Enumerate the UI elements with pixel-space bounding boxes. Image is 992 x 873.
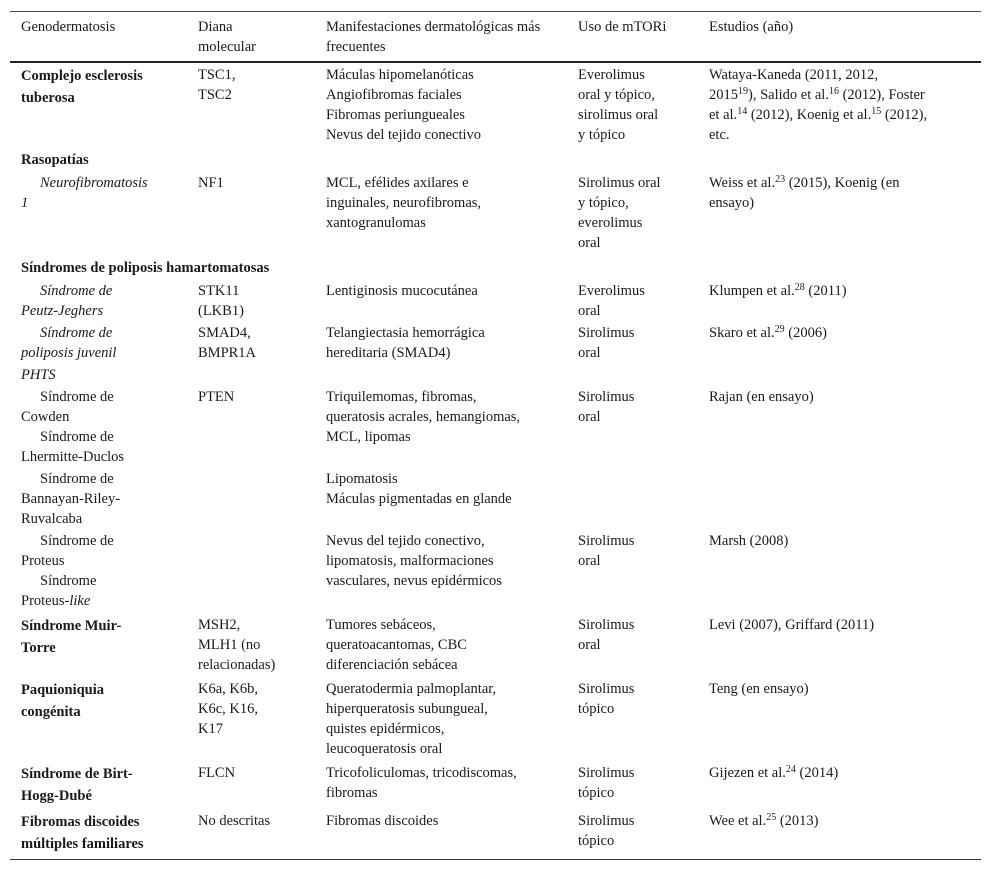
row-name-line2: múltiples familiares [21, 836, 144, 852]
row-name-line1: Neurofibromatosis [40, 175, 148, 191]
manifest-line3: MCL, lipomas [326, 429, 411, 445]
proteus-like-line1: Síndrome [40, 573, 97, 589]
studies: Rajan (en ensayo) [709, 389, 814, 405]
manifest: Lentiginosis mucocutánea [326, 283, 478, 299]
target-line2: BMPR1A [198, 345, 257, 361]
target-line1: SMAD4, [198, 325, 251, 341]
studies: Teng (en ensayo) [709, 681, 809, 697]
proteus-studies: Marsh (2008) [709, 533, 789, 549]
mtori-line1: Everolimus [578, 283, 645, 299]
studies: Wee et al.$^{25}$ (2013) [709, 812, 819, 829]
proteus-line1: Síndrome de [40, 533, 114, 549]
lhermitte-line2: Lhermitte-Duclos [21, 449, 125, 465]
cowden-line1: Síndrome de [40, 389, 114, 405]
mtori-line1: Sirolimus [578, 617, 635, 633]
proteus-manifest-line2: lipomatosis, malformaciones [326, 553, 494, 569]
mtori-line1: Sirolimus [578, 765, 635, 781]
bannayan-line3: Ruvalcaba [21, 511, 83, 527]
header-manifest-line2: frecuentes [326, 39, 386, 55]
mtori-line2: oral [578, 637, 601, 653]
manifest-line3: quistes epidérmicos, [326, 721, 445, 737]
bannayan-line1: Síndrome de [40, 471, 114, 487]
proteus-like-line2: Proteus-like [21, 593, 91, 609]
studies: Klumpen et al.$^{28}$ (2011) [709, 282, 847, 299]
target: FLCN [198, 765, 236, 781]
proteus-mtori-line1: Sirolimus [578, 533, 635, 549]
manifest-line1: MCL, efélides axilares e [326, 175, 469, 191]
proteus-manifest-line1: Nevus del tejido conectivo, [326, 533, 485, 549]
bannayan-manifest-line2: Máculas pigmentadas en glande [326, 491, 512, 507]
mtori-line1: Sirolimus [578, 681, 635, 697]
mtori-line4: oral [578, 235, 601, 251]
header-genodermatosis: Genodermatosis [21, 19, 116, 35]
mtori-line1: Everolimus [578, 67, 645, 83]
manifest-line1: Triquilemomas, fibromas, [326, 389, 477, 405]
lhermitte-line1: Síndrome de [40, 429, 114, 445]
row-name-line2: poliposis juvenil [21, 345, 117, 361]
proteus-mtori-line2: oral [578, 553, 601, 569]
section-phts: PHTS [21, 367, 56, 383]
manifest-line1: Máculas hipomelanóticas [326, 67, 474, 83]
studies: Skaro et al.$^{29}$ (2006) [709, 324, 827, 341]
mtori-line1: Sirolimus oral [578, 175, 661, 191]
row-name-line1: Síndrome de [40, 325, 113, 341]
studies-line2: ensayo) [709, 195, 755, 211]
target-line3: relacionadas) [198, 657, 276, 673]
manifest-line1: Tricofoliculomas, tricodiscomas, [326, 765, 517, 781]
mtori-line2: tópico [578, 785, 615, 801]
mtori-line2: oral [578, 409, 601, 425]
manifest-line3: Fibromas periungueales [326, 107, 465, 123]
mtori-line1: Sirolimus [578, 389, 635, 405]
row-name-line1: Síndrome de [40, 283, 113, 299]
row-name-line2: Hogg-Dubé [21, 788, 92, 804]
mtori-line4: y tópico [578, 127, 626, 143]
mtori-line2: oral [578, 345, 601, 361]
row-name-line1: Paquioniquia [21, 682, 105, 698]
manifest-line4: leucoqueratosis oral [326, 741, 443, 757]
row-name-line2: Torre [21, 640, 56, 656]
manifest-line2: fibromas [326, 785, 378, 801]
header-target-line2: molecular [198, 39, 256, 55]
target-line1: K6a, K6b, [198, 681, 259, 697]
bannayan-manifest-line1: Lipomatosis [326, 471, 398, 487]
studies-line1: Weiss et al.$^{23}$ (2015), Koenig (en [709, 174, 900, 191]
mtori-line2: tópico [578, 833, 615, 849]
manifest-line1: Queratodermia palmoplantar, [326, 681, 497, 697]
manifest-line1: Telangiectasia hemorrágica [326, 325, 485, 341]
cowden-line2: Cowden [21, 409, 70, 425]
row-name-line2: tuberosa [21, 90, 75, 106]
target: NF1 [198, 175, 224, 191]
manifest-line2: queratoacantomas, CBC [326, 637, 467, 653]
target-line1: TSC1, [198, 67, 236, 83]
header-mtori: Uso de mTORi [578, 19, 667, 35]
manifest-line2: queratosis acrales, hemangiomas, [326, 409, 521, 425]
studies-line1: Wataya-Kaneda (2011, 2012, [709, 67, 879, 83]
table-header-rule [10, 61, 981, 63]
header-manifest-line1: Manifestaciones dermatológicas más [326, 19, 541, 35]
target-line2: (LKB1) [198, 303, 244, 319]
target-line2: MLH1 (no [198, 637, 261, 653]
manifest-line2: Angiofibromas faciales [326, 87, 462, 103]
row-name-line1: Síndrome Muir- [21, 618, 122, 634]
mtori-line2: oral [578, 303, 601, 319]
table-top-rule [10, 11, 981, 12]
section-rasopatias: Rasopatías [21, 152, 89, 168]
mtori-line2: tópico [578, 701, 615, 717]
row-name-line2: Peutz-Jeghers [21, 303, 104, 319]
row-name-line1: Síndrome de Birt- [21, 766, 133, 782]
proteus-manifest-line3: vasculares, nevus epidérmicos [326, 573, 502, 589]
studies-line4: etc. [709, 127, 730, 143]
manifest-line3: diferenciación sebácea [326, 657, 458, 673]
manifest-line2: hereditaria (SMAD4) [326, 345, 451, 361]
mtori-line1: Sirolimus [578, 813, 635, 829]
manifest: Fibromas discoides [326, 813, 439, 829]
studies: Levi (2007), Griffard (2011) [709, 617, 875, 633]
target: No descritas [198, 813, 271, 829]
target-line3: K17 [198, 721, 223, 737]
header-target-line1: Diana [198, 19, 233, 35]
manifest-line3: xantogranulomas [326, 215, 426, 231]
manifest-line2: inguinales, neurofibromas, [326, 195, 482, 211]
row-name-line1: Fibromas discoides [21, 814, 140, 830]
studies-line2: 2015$^{19}$), Salido et al.$^{16}$ (2012), Foster [709, 86, 925, 103]
manifest-line2: hiperqueratosis subungueal, [326, 701, 488, 717]
proteus-line2: Proteus [21, 553, 65, 569]
manifest-line1: Tumores sebáceos, [326, 617, 436, 633]
target-line2: K6c, K16, [198, 701, 259, 717]
mtori-line2: oral y tópico, [578, 87, 655, 103]
mtori-line3: everolimus [578, 215, 643, 231]
manifest-line4: Nevus del tejido conectivo [326, 127, 482, 143]
mtori-line2: y tópico, [578, 195, 629, 211]
header-studies: Estudios (año) [709, 19, 794, 35]
studies-line3: et al.$^{14}$ (2012), Koenig et al.$^{15}$ (2012), [709, 106, 928, 123]
row-name-line2: 1 [21, 195, 29, 211]
section-poliposis: Síndromes de poliposis hamartomatosas [21, 260, 270, 276]
target-line1: STK11 [198, 283, 240, 299]
bannayan-line2: Bannayan-Riley- [21, 491, 121, 507]
target-line1: MSH2, [198, 617, 241, 633]
row-name-line1: Complejo esclerosis [21, 68, 143, 84]
table-bottom-rule [10, 859, 981, 860]
mtori-line3: sirolimus oral [578, 107, 659, 123]
target: PTEN [198, 389, 235, 405]
studies: Gijezen et al.$^{24}$ (2014) [709, 764, 839, 781]
mtori-line1: Sirolimus [578, 325, 635, 341]
target-line2: TSC2 [198, 87, 232, 103]
row-name-line2: congénita [21, 704, 81, 720]
